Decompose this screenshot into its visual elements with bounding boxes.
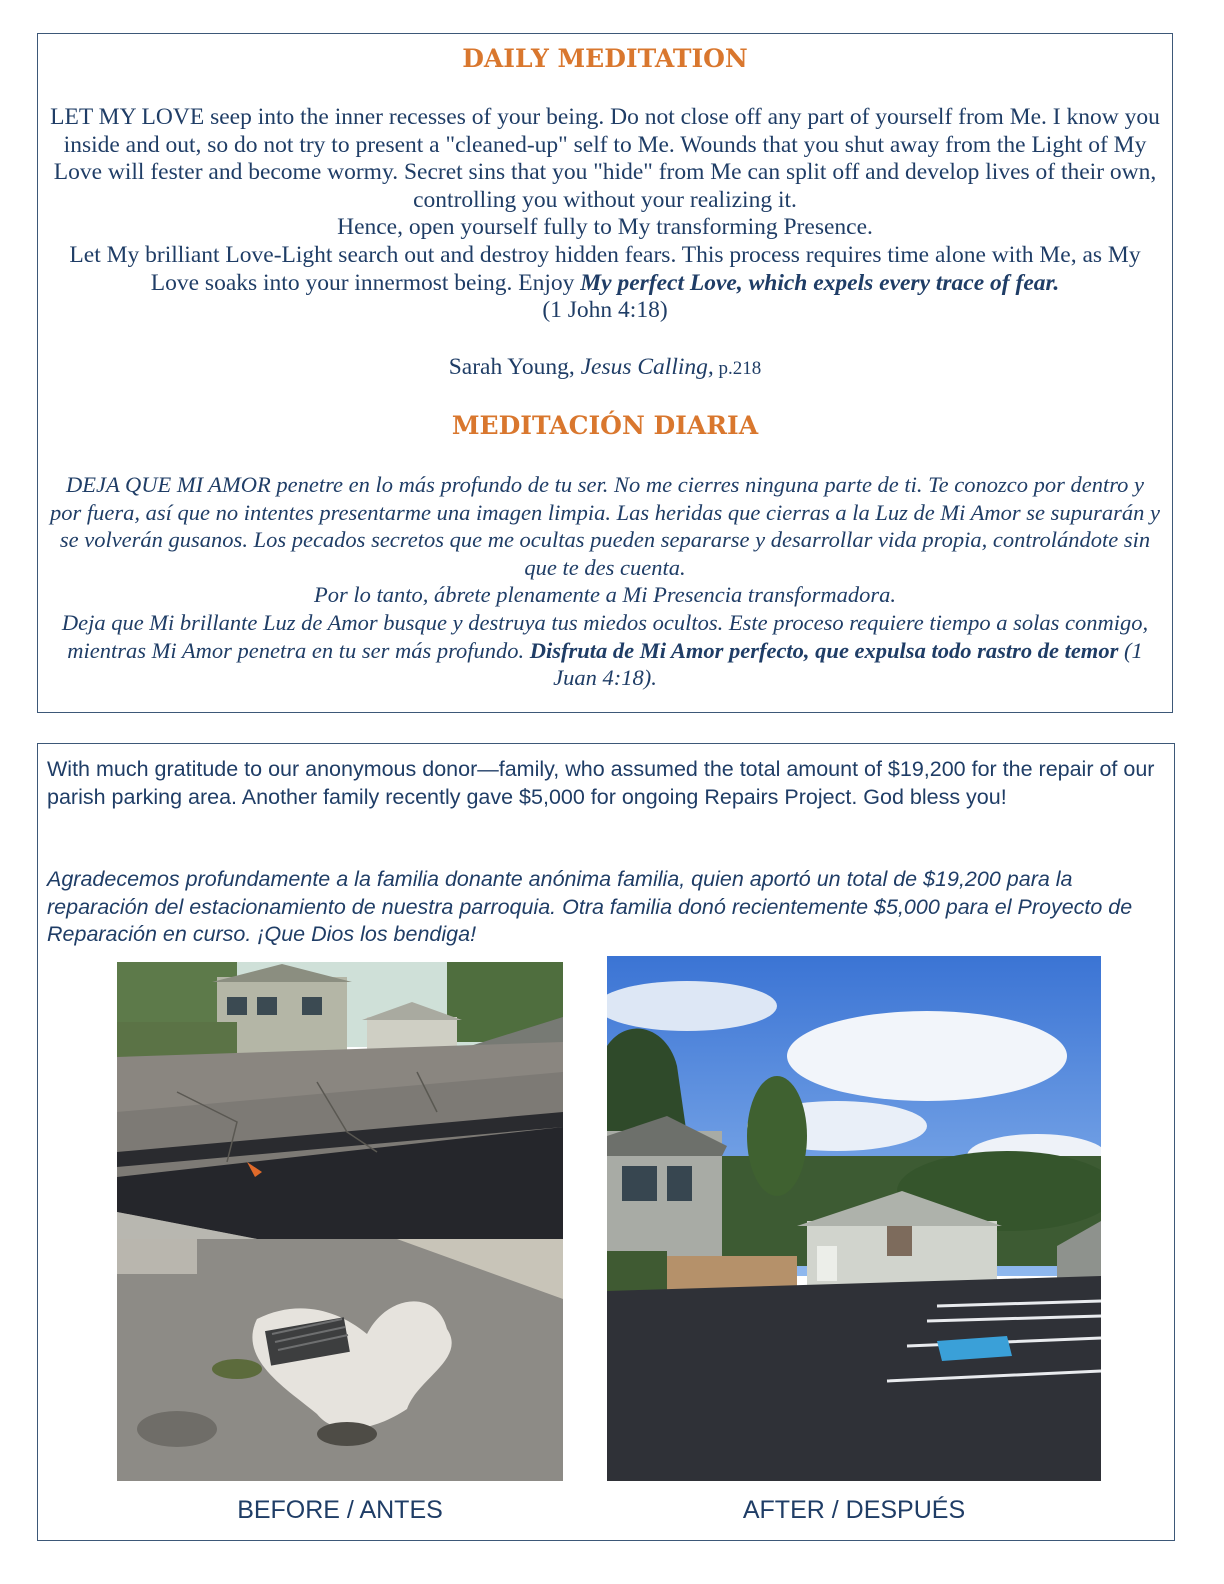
- before-photo-drain: [117, 1239, 563, 1481]
- meditation-title-es: MEDITACIÓN DIARIA: [451, 411, 759, 440]
- after-photo-parking-lot: [607, 956, 1101, 1481]
- meditation-byline: [38, 354, 1172, 381]
- caption-after: AFTER / DESPUÉS: [742, 1496, 966, 1524]
- byline-author: Sarah Young,: [448, 354, 581, 380]
- donation-text-es: Agradecemos profundamente a la familia donante anónima familia, quien aportó un total de $19,200 para la reparación del estacionamiento de nuestra parroquia. Otra familia donó recientemente $5,000 para el Proyecto de Reparación en curso. ¡Que Dios los bendiga!: [47, 867, 1133, 946]
- meditation-es-paragraph-1: DEJA QUE MI AMOR penetre en lo más profundo de tu ser. No me cierres ninguna parte de ti. Te conozco por dentro y por fuera, así que no intentes presentarme una imagen limpia. Las heridas que cierras a la Luz de Mi Amor se supurarán y se volverán gusanos. Los pecados secretos que me ocultas pueden separarse y desarrollar vida propia, controlándote sin que te des cuenta.: [50, 472, 1160, 580]
- byline-book: Jesus Calling,: [580, 354, 714, 380]
- meditation-es-paragraph-3-text: Deja que Mi brillante Luz de Amor busque y destruya tus miedos ocultos. Este proceso requiere tiempo a solas conmigo, mientras Mi Amor penetra en tu ser más profundo.: [61, 609, 1149, 663]
- meditation-es-reference: (1 Juan 4:18).: [553, 637, 1143, 691]
- meditation-body-en: [48, 104, 1162, 325]
- meditation-en-paragraph-1: LET MY LOVE seep into the inner recesses of your being. Do not close off any part of yourself from Me. I know you inside and out, so do not try to present a "cleaned-up" self to Me. Wounds that you shut away from the Light of My Love will fester and become wormy. Secret sins that you "hide" from Me can split off and develop lives of their own, controlling you without your realizing it.: [50, 104, 1160, 213]
- meditation-es-paragraph-3: [48, 609, 1162, 692]
- meditation-en-paragraph-2: Hence, open yourself fully to My transforming Presence.: [337, 214, 873, 241]
- meditation-es-paragraph-2: Por lo tanto, ábrete plenamente a Mi Presencia transformadora.: [313, 582, 896, 608]
- meditation-en-reference: (1 John 4:18): [542, 297, 668, 324]
- meditation-title-en: DAILY MEDITATION: [462, 44, 748, 73]
- meditation-en-paragraph-3-text: Let My brilliant Love-Light search out and destroy hidden fears. This process requires time alone with Me, as My Love soaks into your innermost being. Enjoy: [69, 241, 1141, 296]
- meditation-box: [37, 33, 1173, 713]
- meditation-en-paragraph-3: [48, 242, 1162, 297]
- byline-page: p.218: [713, 358, 762, 379]
- donation-box: [37, 743, 1175, 1541]
- before-photo-parking-lot: [117, 962, 563, 1239]
- meditation-en-scripture-quote: My perfect Love, which expels every trace of fear.: [580, 269, 1060, 296]
- meditation-es-scripture-quote: Disfruta de Mi Amor perfecto, que expulsa todo rastro de temor: [529, 637, 1119, 663]
- donation-text-en: With much gratitude to our anonymous donor—family, who assumed the total amount of $19,200 for the repair of our parish parking area. Another family recently gave $5,000 for ongoing Repairs Project. God bless you!: [47, 757, 1155, 809]
- caption-before: BEFORE / ANTES: [237, 1496, 443, 1524]
- meditation-body-es: [48, 471, 1162, 692]
